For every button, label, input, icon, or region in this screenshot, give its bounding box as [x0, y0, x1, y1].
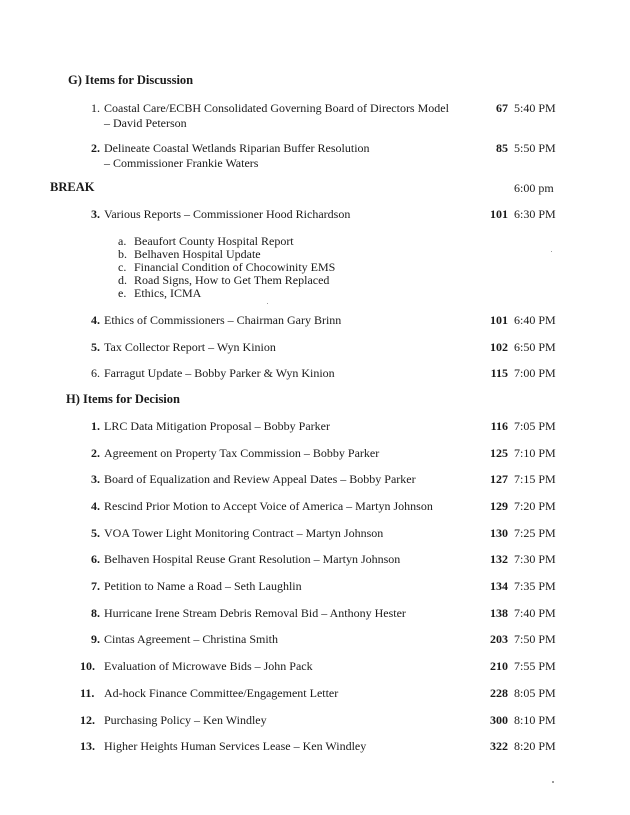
item-page: 102: [490, 340, 508, 354]
item-time: 7:10 PM: [514, 446, 556, 460]
item-time: 5:40 PM: [514, 101, 556, 115]
item-title: Delineate Coastal Wetlands Riparian Buffer Resolution: [104, 141, 370, 155]
item-title: Coastal Care/ECBH Consolidated Governing Board of Directors Model: [104, 101, 449, 115]
item-title: Ad-hock Finance Committee/Engagement Letter: [104, 686, 339, 700]
agenda-item-h6: [0, 552, 630, 568]
item-time: 7:40 PM: [514, 606, 556, 620]
agenda-item-g3: [0, 207, 630, 223]
item-presenter: – David Peterson: [104, 116, 187, 130]
agenda-item-h13: [0, 739, 630, 755]
item-page: 203: [490, 632, 508, 646]
subitem-e: [118, 286, 201, 300]
subitem-letter: a.: [118, 234, 127, 248]
item-time: 7:20 PM: [514, 499, 556, 513]
item-page: 138: [490, 606, 508, 620]
item-page: 85: [496, 141, 508, 155]
item-number: 5.: [91, 526, 100, 540]
item-number: 3.: [91, 472, 100, 486]
break-time: 6:00 pm: [514, 181, 554, 195]
agenda-item-h12: [0, 713, 630, 729]
item-number: 11.: [80, 686, 95, 700]
item-title: Evaluation of Microwave Bids – John Pack: [104, 659, 313, 673]
item-time: 7:00 PM: [514, 366, 556, 380]
item-number: 12.: [80, 713, 95, 727]
item-title: LRC Data Mitigation Proposal – Bobby Parker: [104, 419, 330, 433]
item-page: 130: [490, 526, 508, 540]
subitem-letter: e.: [118, 286, 127, 300]
scan-speck: [552, 781, 554, 783]
agenda-item-h2: [0, 446, 630, 462]
subitem-d: [118, 273, 329, 287]
item-page: 67: [496, 101, 508, 115]
item-title: Purchasing Policy – Ken Windley: [104, 713, 267, 727]
item-time: 7:15 PM: [514, 472, 556, 486]
item-number: 8.: [91, 606, 100, 620]
item-number: 4.: [91, 499, 100, 513]
item-page: 132: [490, 552, 508, 566]
item-page: 129: [490, 499, 508, 513]
scan-speck: [267, 303, 268, 304]
item-number: 4.: [91, 313, 100, 327]
agenda-item-h8: [0, 606, 630, 622]
agenda-item-h1: [0, 419, 630, 435]
item-number: 1.: [91, 101, 100, 115]
item-title: Higher Heights Human Services Lease – Ken Windley: [104, 739, 367, 753]
item-title: Petition to Name a Road – Seth Laughlin: [104, 579, 302, 593]
break-label: BREAK: [50, 180, 95, 194]
item-time: 7:30 PM: [514, 552, 556, 566]
item-number: 13.: [80, 739, 95, 753]
item-page: 115: [490, 366, 508, 380]
subitem-a: [118, 234, 294, 248]
item-time: 7:55 PM: [514, 659, 556, 673]
item-time: 8:05 PM: [514, 686, 556, 700]
item-time: 8:10 PM: [514, 713, 556, 727]
item-page: 300: [490, 713, 508, 727]
item-time: 7:25 PM: [514, 526, 556, 540]
item-page: 125: [490, 446, 508, 460]
item-number: 5.: [91, 340, 100, 354]
item-number: 2.: [91, 446, 100, 460]
subitem-text: Financial Condition of Chocowinity EMS: [134, 260, 336, 274]
subitem-letter: b.: [118, 247, 127, 261]
subitem-text: Ethics, ICMA: [134, 286, 202, 300]
item-page: 134: [490, 579, 508, 593]
subitem-text: Beaufort County Hospital Report: [134, 234, 294, 248]
scan-speck: [551, 251, 552, 252]
agenda-item-g6: [0, 366, 630, 382]
item-page: 210: [490, 659, 508, 673]
agenda-item-h3: [0, 472, 630, 488]
item-title: Belhaven Hospital Reuse Grant Resolution – Martyn Johnson: [104, 552, 401, 566]
item-number: 6.: [91, 552, 100, 566]
agenda-item-h5: [0, 526, 630, 542]
agenda-item-h4: [0, 499, 630, 515]
section-h-heading: H) Items for Decision: [66, 392, 180, 406]
item-page: 228: [490, 686, 508, 700]
agenda-item-h10: [0, 659, 630, 675]
item-number: 10.: [80, 659, 95, 673]
item-presenter: – Commissioner Frankie Waters: [104, 156, 259, 170]
item-number: 1.: [91, 419, 100, 433]
subitem-letter: d.: [118, 273, 127, 287]
agenda-item-h11: [0, 686, 630, 702]
item-time: 7:50 PM: [514, 632, 556, 646]
item-title: Hurricane Irene Stream Debris Removal Bid – Anthony Hester: [104, 606, 406, 620]
item-time: 6:40 PM: [514, 313, 556, 327]
agenda-item-g5: [0, 340, 630, 356]
item-page: 127: [490, 472, 508, 486]
subitem-b: [118, 247, 261, 261]
item-title: Tax Collector Report – Wyn Kinion: [104, 340, 276, 354]
item-time: 7:35 PM: [514, 579, 556, 593]
item-page: 101: [490, 207, 508, 221]
agenda-item-h9: [0, 632, 630, 648]
agenda-item-h7: [0, 579, 630, 595]
item-title: Ethics of Commissioners – Chairman Gary Brinn: [104, 313, 342, 327]
item-time: 5:50 PM: [514, 141, 556, 155]
agenda-item-g1: [0, 101, 630, 130]
item-time: 6:30 PM: [514, 207, 556, 221]
item-title: Board of Equalization and Review Appeal Dates – Bobby Parker: [104, 472, 416, 486]
item-title: Farragut Update – Bobby Parker & Wyn Kinion: [104, 366, 335, 380]
item-number: 2.: [91, 141, 100, 155]
item-time: 6:50 PM: [514, 340, 556, 354]
item-number: 3.: [91, 207, 100, 221]
item-number: 6.: [91, 366, 100, 380]
item-page: 322: [490, 739, 508, 753]
subitem-c: [118, 260, 335, 274]
item-page: 101: [490, 313, 508, 327]
item-number: 7.: [91, 579, 100, 593]
subitem-text: Belhaven Hospital Update: [134, 247, 261, 261]
item-title: Various Reports – Commissioner Hood Richardson: [104, 207, 351, 221]
item-time: 7:05 PM: [514, 419, 556, 433]
item-time: 8:20 PM: [514, 739, 556, 753]
subitem-text: Road Signs, How to Get Them Replaced: [134, 273, 330, 287]
item-title: Cintas Agreement – Christina Smith: [104, 632, 278, 646]
item-page: 116: [490, 419, 508, 433]
subitem-letter: c.: [118, 260, 127, 274]
section-g-heading: G) Items for Discussion: [68, 73, 194, 87]
agenda-item-g2: [0, 141, 630, 170]
item-number: 9.: [91, 632, 100, 646]
item-title: VOA Tower Light Monitoring Contract – Martyn Johnson: [104, 526, 384, 540]
item-title: Agreement on Property Tax Commission – Bobby Parker: [104, 446, 380, 460]
agenda-item-g4: [0, 313, 630, 329]
item-title: Rescind Prior Motion to Accept Voice of America – Martyn Johnson: [104, 499, 433, 513]
